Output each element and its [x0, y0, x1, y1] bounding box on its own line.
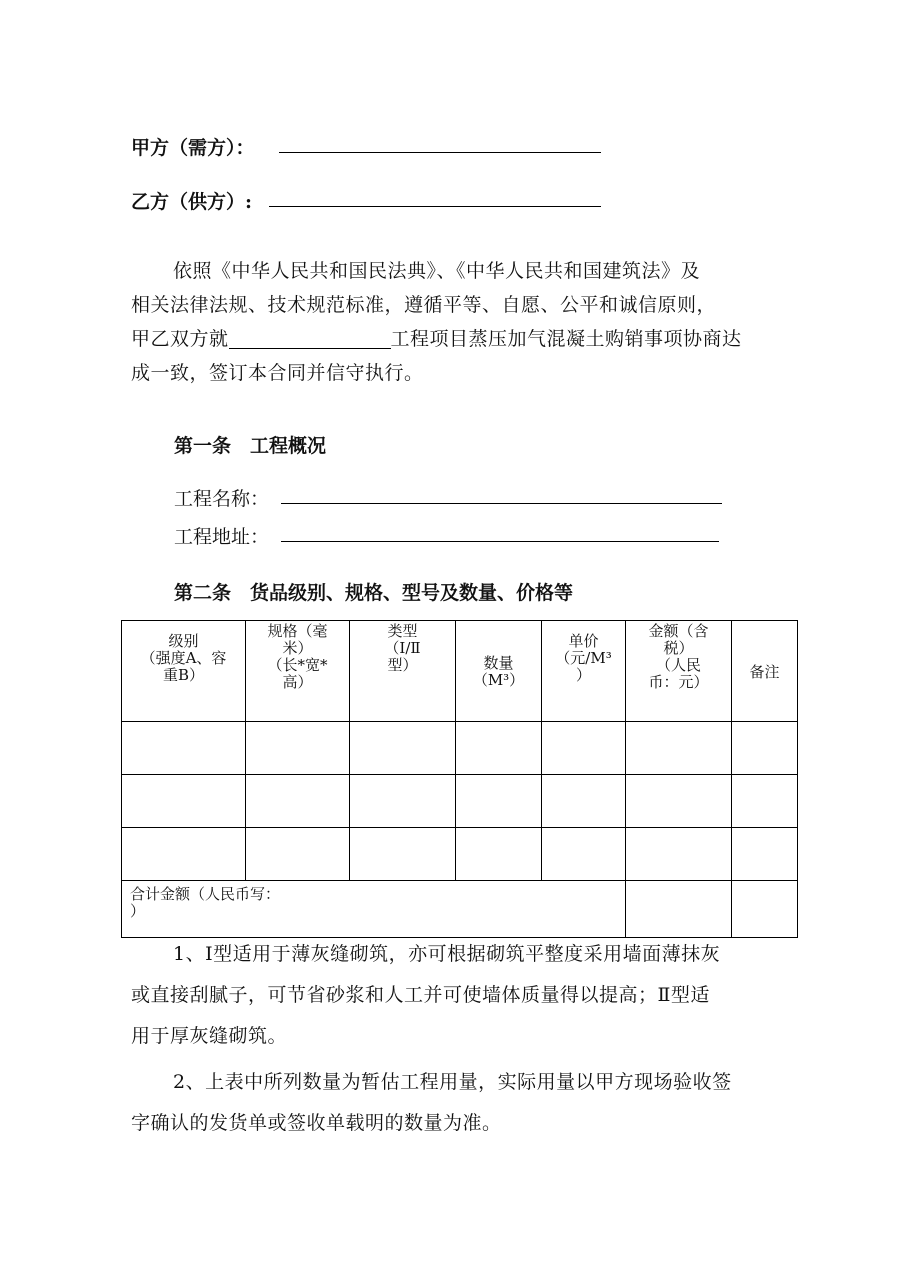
intro-line-2: 相关法律法规、技术规范标准，遵循平等、自愿、公平和诚信原则，: [131, 294, 717, 316]
table-cell[interactable]: [246, 722, 350, 775]
party-a-blank[interactable]: [279, 152, 601, 153]
intro-line-4: 成一致，签订本合同并信守执行。: [131, 362, 424, 384]
header-amount-line: 金额（含: [648, 622, 709, 640]
total-label-line-1: 合计金额（人民币写：: [130, 885, 281, 903]
intro-line-3: [131, 322, 791, 356]
table-cell[interactable]: [542, 722, 626, 775]
table-cell[interactable]: [542, 828, 626, 881]
project-name-label: 工程名称：: [174, 488, 270, 510]
header-remark-line: 备注: [749, 662, 780, 681]
table-cell[interactable]: [732, 775, 798, 828]
header-spec: [246, 621, 350, 722]
intro-paragraph: [131, 254, 791, 390]
header-grade-line: （强度A、容: [140, 649, 227, 667]
table-cell[interactable]: [626, 828, 732, 881]
table-cell[interactable]: [732, 828, 798, 881]
header-unit-price-line: （元/M³: [555, 649, 612, 667]
header-amount-line: 税）: [663, 639, 694, 657]
header-grade-line: 级别: [168, 632, 199, 650]
header-grade-line: 重B）: [162, 666, 205, 684]
total-label-line-2: ）: [130, 902, 146, 920]
note-2-line-2: 字确认的发货单或签收单载明的数量为准。: [131, 1112, 502, 1134]
table-cell[interactable]: [122, 722, 246, 775]
table-cell[interactable]: [246, 775, 350, 828]
table-row: [122, 722, 798, 775]
article-2-heading: 第二条 货品级别、规格、型号及数量、价格等: [174, 582, 574, 604]
intro-line-3-after: 工程项目蒸压加气混凝土购销事项协商达: [390, 328, 742, 350]
header-quantity-line: 数量: [483, 654, 514, 672]
table-cell[interactable]: [122, 775, 246, 828]
header-amount: [626, 621, 732, 722]
table-cell[interactable]: [542, 775, 626, 828]
table-cell[interactable]: [456, 722, 542, 775]
party-b-blank[interactable]: [269, 206, 601, 207]
table-cell[interactable]: [350, 828, 456, 881]
article-1-heading: 第一条 工程概况: [174, 435, 327, 457]
header-unit-price-line: 单价: [568, 632, 599, 650]
header-remark: [732, 621, 798, 722]
header-type-line: 类型: [387, 622, 418, 640]
party-a-label: 甲方（需方）：: [131, 137, 255, 159]
note-2-line-1: 2、上表中所列数量为暂估工程用量，实际用量以甲方现场验收签: [173, 1071, 732, 1093]
header-quantity-line: （M³）: [472, 671, 525, 689]
note-1-line-2: 或直接刮腻子，可节省砂浆和人工并可使墙体质量得以提高；Ⅱ型适: [131, 984, 710, 1006]
table-header-row: [122, 621, 798, 722]
total-remark-cell[interactable]: [732, 881, 798, 938]
table-cell[interactable]: [456, 775, 542, 828]
note-1-line-1: 1、Ⅰ型适用于薄灰缝砌筑，亦可根据砌筑平整度采用墙面薄抹灰: [173, 943, 721, 965]
table-cell[interactable]: [122, 828, 246, 881]
goods-table: [121, 620, 798, 938]
header-amount-line: 币：元）: [648, 673, 709, 691]
table-row: [122, 828, 798, 881]
project-address-label: 工程地址：: [174, 526, 270, 548]
table-cell[interactable]: [626, 775, 732, 828]
party-b-label: 乙方（供方）:: [131, 191, 253, 213]
note-1: [131, 934, 791, 1057]
header-unit-price-line: ）: [575, 666, 591, 684]
header-amount-line: （人民: [655, 656, 701, 674]
table-total-row: [122, 881, 798, 938]
header-type: [350, 621, 456, 722]
table-row: [122, 775, 798, 828]
table-cell[interactable]: [456, 828, 542, 881]
total-amount-cell[interactable]: [626, 881, 732, 938]
table-cell[interactable]: [350, 722, 456, 775]
header-spec-line: 米）: [282, 639, 313, 657]
header-type-line: （Ⅰ/Ⅱ: [384, 639, 421, 657]
header-type-line: 型）: [387, 656, 418, 674]
project-address-field[interactable]: [281, 541, 719, 542]
table-cell[interactable]: [732, 722, 798, 775]
note-2: [131, 1062, 791, 1144]
header-quantity: [456, 621, 542, 722]
table-cell[interactable]: [246, 828, 350, 881]
intro-line-1: 依照《中华人民共和国民法典》、《中华人民共和国建筑法》及: [173, 260, 701, 282]
total-amount-label[interactable]: [122, 881, 626, 938]
header-unit-price: [542, 621, 626, 722]
header-spec-line: 规格（毫: [267, 622, 328, 640]
project-name-blank[interactable]: [229, 326, 391, 349]
intro-line-3-before: 甲乙双方就: [131, 328, 229, 350]
note-1-line-3: 用于厚灰缝砌筑。: [131, 1025, 288, 1047]
project-name-field[interactable]: [281, 503, 722, 504]
header-grade: [122, 621, 246, 722]
header-spec-line: 高）: [282, 673, 313, 691]
table-cell[interactable]: [626, 722, 732, 775]
header-spec-line: （长*宽*: [267, 656, 328, 674]
table-cell[interactable]: [350, 775, 456, 828]
